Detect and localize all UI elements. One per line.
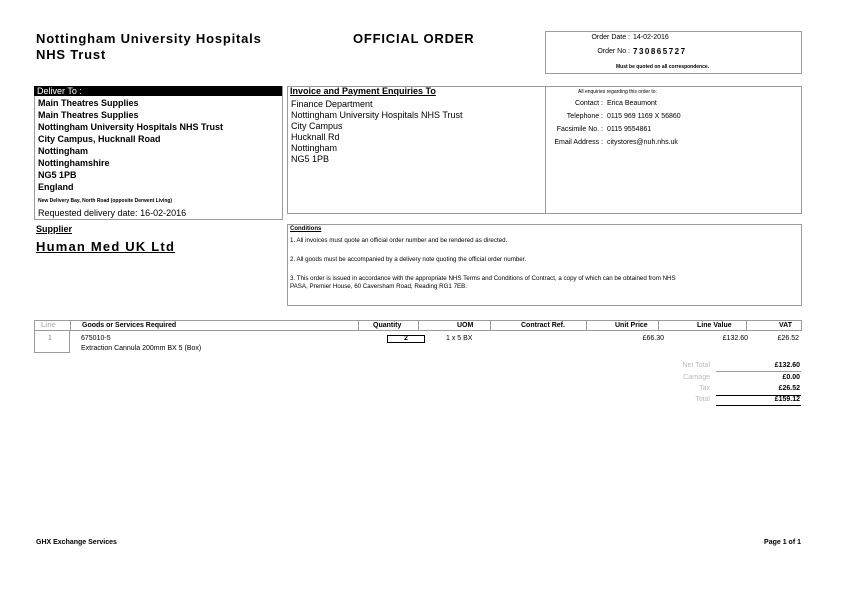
row-vat: £26.52 (777, 335, 799, 342)
net-total-value: £132.60 (774, 362, 800, 369)
col-uom: UOM (457, 322, 474, 329)
invoice-line: Nottingham (291, 143, 338, 153)
total-top-rule (716, 395, 801, 396)
hospital-name-line1: Nottingham University Hospitals (36, 31, 262, 46)
col-vat: VAT (779, 322, 792, 329)
order-date-value: 14-02-2016 (633, 34, 669, 41)
telephone-label: Telephone : (566, 113, 603, 120)
facsimile-value: 0115 9554861 (607, 126, 652, 133)
col-line: Line (41, 322, 56, 329)
deliver-line: Main Theatres Supplies (38, 110, 139, 120)
deliver-line: NG5 1PB (38, 170, 77, 180)
telephone-value: 0115 969 1169 X 56860 (607, 113, 681, 120)
deliver-line: Main Theatres Supplies (38, 98, 139, 108)
items-table-header (34, 320, 802, 331)
requested-delivery-date: Requested delivery date: 16-02-2016 (38, 208, 187, 218)
condition-3: 3. This order is issued in accordance with the appropriate NHS Terms and Conditions of Contract, a copy of which can be obtained from NHS (290, 275, 676, 282)
row-uom: 1 x 5 BX (446, 335, 473, 342)
invoice-line: City Campus (291, 121, 343, 131)
condition-2: 2. All goods must be accompanied by a delivery note quoting the official order number. (290, 256, 527, 263)
enquiries-heading: All enquiries regarding this order to: (578, 89, 657, 95)
col-goods: Goods or Services Required (82, 322, 177, 329)
col-contract: Contract Ref. (521, 322, 565, 329)
order-number-note: Must be quoted on all correspondence. (616, 64, 710, 70)
deliver-note: New Delivery Bay, North Road (opposite Derwent Living) (38, 198, 173, 204)
hospital-name (36, 31, 262, 63)
document-title: OFFICIAL ORDER (353, 31, 475, 46)
contact-value: Erica Beaumont (607, 100, 657, 107)
col-unit-price: Unit Price (615, 322, 648, 329)
order-number-label: Order No : (597, 48, 630, 55)
supplier-name: Human Med UK Ltd (36, 239, 176, 254)
invoice-line: Nottingham University Hospitals NHS Trust (291, 110, 463, 120)
row-quantity: 2 (404, 335, 408, 342)
totals-divider (716, 371, 801, 372)
total-label: Total (695, 396, 710, 403)
net-total-label: Net Total (682, 362, 710, 369)
condition-3-cont: PASA, Premier House, 60 Caversham Road, Reading RG1 7EB. (290, 283, 467, 290)
row-item-description: Extraction Cannula 200mm BX 5 (Box) (81, 345, 202, 352)
col-line-value: Line Value (697, 322, 732, 329)
row-line-number: 1 (48, 335, 52, 342)
carriage-value: £0.00 (782, 374, 800, 381)
row-unit-price: £66.30 (642, 335, 664, 342)
table-row (34, 331, 802, 357)
invoice-line: Hucknall Rd (291, 132, 340, 142)
contact-label: Contact : (574, 100, 603, 107)
page-number: Page 1 of 1 (764, 539, 801, 546)
deliver-to-heading: Deliver To : (34, 86, 282, 96)
condition-1: 1. All invoices must quote an official order number and be rendered as directed. (290, 237, 508, 244)
row-line-value: £132.60 (722, 335, 748, 342)
deliver-line: Nottingham (38, 146, 88, 156)
invoice-line: NG5 1PB (291, 154, 330, 164)
invoice-heading: Invoice and Payment Enquiries To (290, 86, 436, 96)
col-quantity: Quantity (373, 322, 402, 329)
hospital-name-line2: NHS Trust (36, 47, 107, 62)
row-item-code: 675010-5 (81, 335, 111, 342)
deliver-to-address (38, 97, 223, 207)
carriage-label: Carriage (683, 374, 710, 381)
line-cell (34, 331, 70, 353)
conditions-heading: Conditions (290, 226, 322, 232)
tax-value: £26.52 (778, 385, 800, 392)
deliver-line: City Campus, Hucknall Road (38, 134, 161, 144)
deliver-line: England (38, 182, 74, 192)
facsimile-label: Facsimile No. : (556, 126, 603, 133)
deliver-line: Nottingham University Hospitals NHS Trust (38, 122, 224, 132)
total-value: £159.12 (774, 396, 800, 403)
supplier-label: Supplier (36, 224, 73, 234)
tax-label: Tax (699, 385, 710, 392)
order-date-label: Order Date : (591, 34, 630, 41)
email-label: Email Address : (554, 139, 603, 146)
invoice-line: Finance Department (291, 99, 373, 109)
email-value: citystores@nuh.nhs.uk (607, 139, 678, 146)
order-number-value: 730865727 (633, 47, 687, 56)
invoice-address (291, 99, 463, 165)
footer-left: GHX Exchange Services (36, 539, 117, 546)
total-bottom-rule (716, 405, 801, 406)
deliver-line: Nottinghamshire (38, 158, 110, 168)
